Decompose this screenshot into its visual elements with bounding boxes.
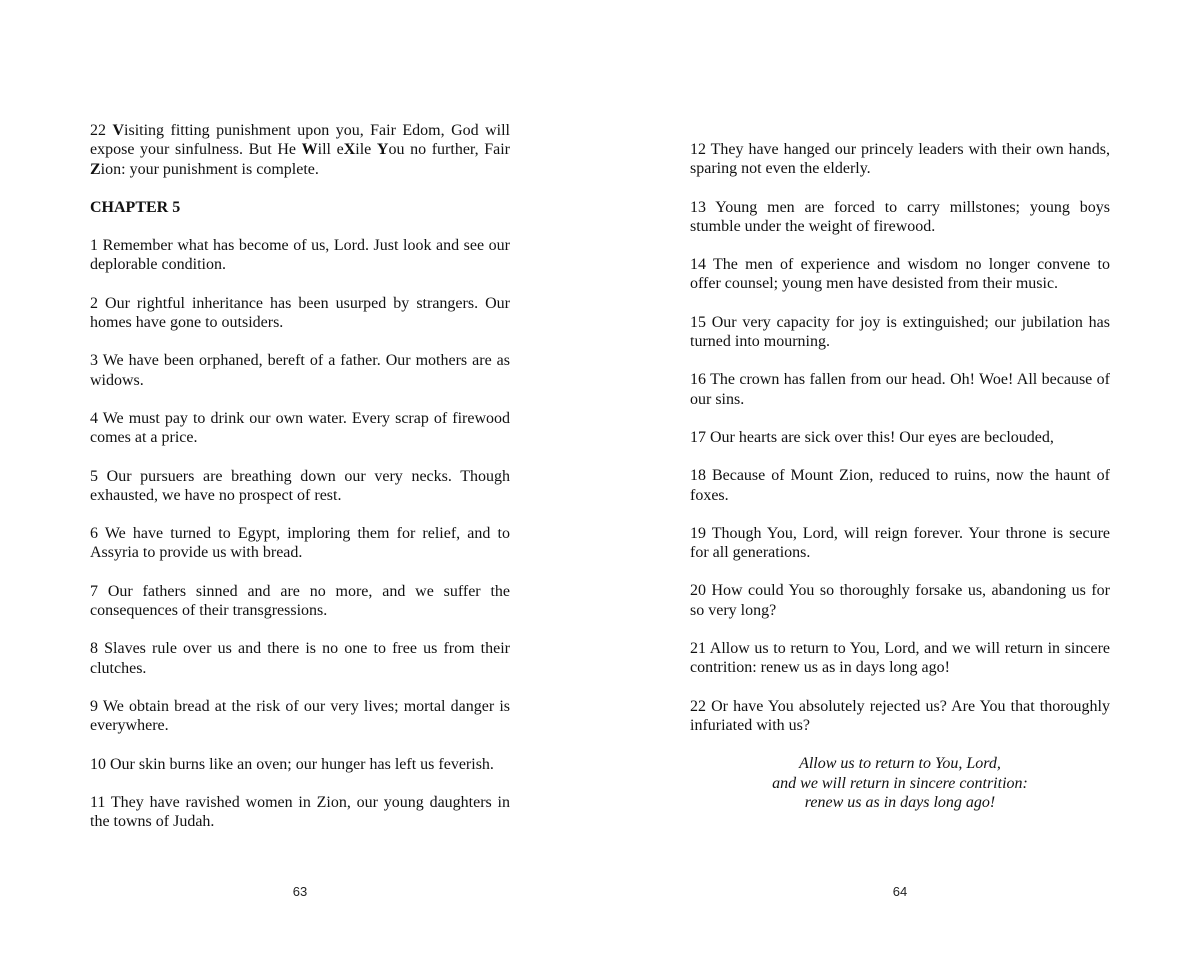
verse: 11 They have ravished women in Zion, our young daughters in the towns of Judah.	[90, 793, 510, 831]
refrain-line: Allow us to return to You, Lord,	[799, 755, 1001, 773]
acrostic-text: ion: your punishment is complete.	[100, 160, 319, 178]
verse: 12 They have hanged our princely leaders with their own hands, sparing not even the elderly.	[690, 141, 1110, 178]
verse: 3 We have been orphaned, bereft of a father. Our mothers are as widows.	[90, 352, 510, 389]
acrostic-letter: V	[112, 122, 125, 139]
refrain-line: and we will return in sincere contrition:	[772, 774, 1028, 792]
verse: 19 Though You, Lord, will reign forever. Your throne is secure for all generations.	[690, 524, 1110, 562]
verse: 5 Our pursuers are breathing down our very necks. Though exhausted, we have no prospect of rest.	[90, 467, 510, 504]
verse: 20 How could You so thoroughly forsake us, abandoning us for so very long?	[690, 582, 1110, 619]
chapter-heading: CHAPTER 5	[90, 198, 181, 216]
right-page	[600, 0, 1200, 960]
verse: 17 Our hearts are sick over this! Our eyes are beclouded,	[690, 428, 1054, 446]
verse-4-22	[90, 121, 510, 179]
verse: 14 The men of experience and wisdom no longer convene to offer counsel; young men have desisted from their music.	[690, 256, 1110, 293]
verse: 15 Our very capacity for joy is extinguished; our jubilation has turned into mourning.	[690, 313, 1110, 351]
verse: 2 Our rightful inheritance has been usurped by strangers. Our homes have gone to outsiders.	[90, 294, 510, 332]
refrain-line: renew us as in days long ago!	[804, 793, 996, 811]
verse-number: 22	[90, 122, 113, 139]
verse: 18 Because of Mount Zion, reduced to ruins, now the haunt of foxes.	[690, 467, 1110, 504]
right-text-column	[690, 140, 1110, 812]
verse: 22 Or have You absolutely rejected us? Are You that thoroughly infuriated with us?	[690, 697, 1110, 734]
verse: 7 Our fathers sinned and are no more, and we suffer the consequences of their transgressions.	[90, 582, 510, 620]
page-number: 63	[292, 884, 308, 899]
acrostic-text: ill e	[317, 141, 344, 159]
verse: 4 We must pay to drink our own water. Every scrap of firewood comes at a price.	[90, 409, 510, 447]
acrostic-letter: Y	[376, 141, 389, 159]
left-text-column	[90, 121, 510, 850]
page-number: 64	[892, 884, 908, 899]
acrostic-text: isiting fitting punishment upon you, Fair Edom, God will expose your sinfulness. But He	[90, 122, 510, 159]
verse: 13 Young men are forced to carry millstones; young boys stumble under the weight of firewood.	[690, 198, 1110, 235]
verse: 10 Our skin burns like an oven; our hunger has left us feverish.	[90, 755, 494, 773]
acrostic-text: ou no further, Fair	[388, 141, 511, 159]
verse: 6 We have turned to Egypt, imploring them for relief, and to Assyria to provide us with bread.	[90, 525, 510, 562]
acrostic-letter: Z	[90, 160, 101, 178]
acrostic-letter: W	[301, 141, 318, 159]
acrostic-verse-text	[90, 122, 510, 178]
verse: 21 Allow us to return to You, Lord, and we will return in sincere contrition: renew us as in days long ago!	[690, 640, 1110, 677]
verse: 1 Remember what has become of us, Lord. Just look and see our deplorable condition.	[90, 237, 510, 274]
acrostic-text: ile	[355, 141, 377, 159]
acrostic-letter: X	[343, 141, 356, 159]
verse: 16 The crown has fallen from our head. Oh! Woe! All because of our sins.	[690, 371, 1110, 408]
verse: 9 We obtain bread at the risk of our very lives; mortal danger is everywhere.	[90, 697, 510, 735]
closing-refrain	[690, 754, 1110, 812]
verse: 8 Slaves rule over us and there is no one to free us from their clutches.	[90, 640, 510, 677]
